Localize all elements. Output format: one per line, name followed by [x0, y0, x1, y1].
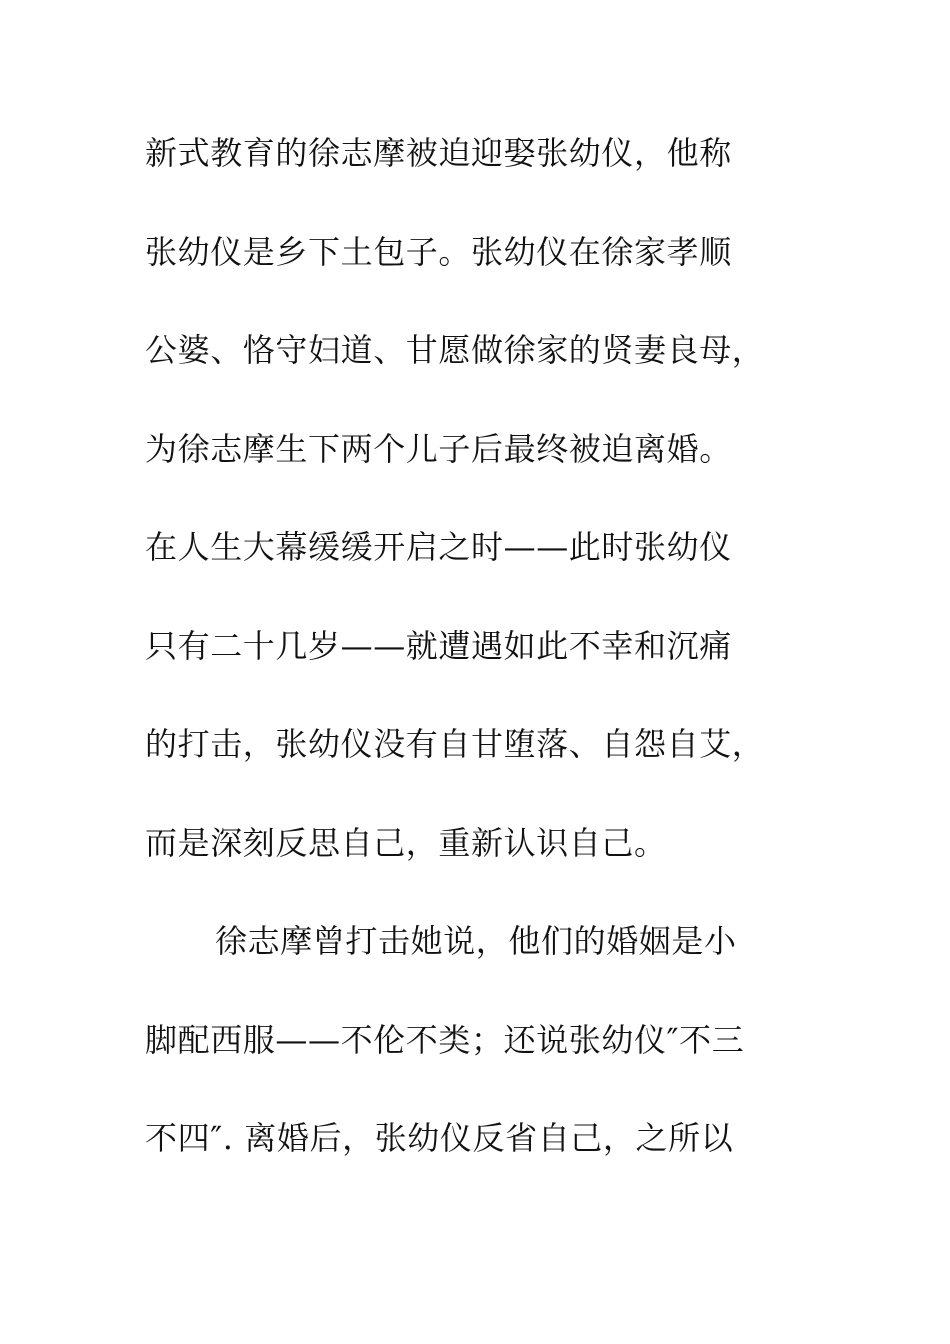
- text-line: 公婆、恪守妇道、甘愿做徐家的贤妻良母，: [145, 331, 765, 369]
- text-line: 为徐志摩生下两个儿子后最终被迫离婚。: [145, 429, 732, 468]
- text-line: 不四″. 离婚后，张幼仪反省自己，之所以: [145, 1119, 734, 1157]
- body-text: [145, 128, 805, 1212]
- paragraph-start-line: 徐志摩曾打击她说，他们的婚姻是小: [215, 922, 737, 960]
- text-line: 新式教育的徐志摩被迫迎娶张幼仪，他称: [145, 134, 732, 172]
- text-line: 在人生大幕缓缓开启之时——此时张幼仪: [145, 528, 732, 566]
- text-line: 的打击，张幼仪没有自甘堕落、自怨自艾，: [145, 725, 765, 763]
- text-line: 而是深刻反思自己，重新认识自己。: [145, 823, 667, 862]
- text-line: 脚配西服——不伦不类；还说张幼仪″不三: [145, 1020, 745, 1059]
- text-line: 张幼仪是乡下土包子。张幼仪在徐家孝顺: [145, 232, 732, 271]
- text-line: 只有二十几岁——就遭遇如此不幸和沉痛: [145, 626, 732, 665]
